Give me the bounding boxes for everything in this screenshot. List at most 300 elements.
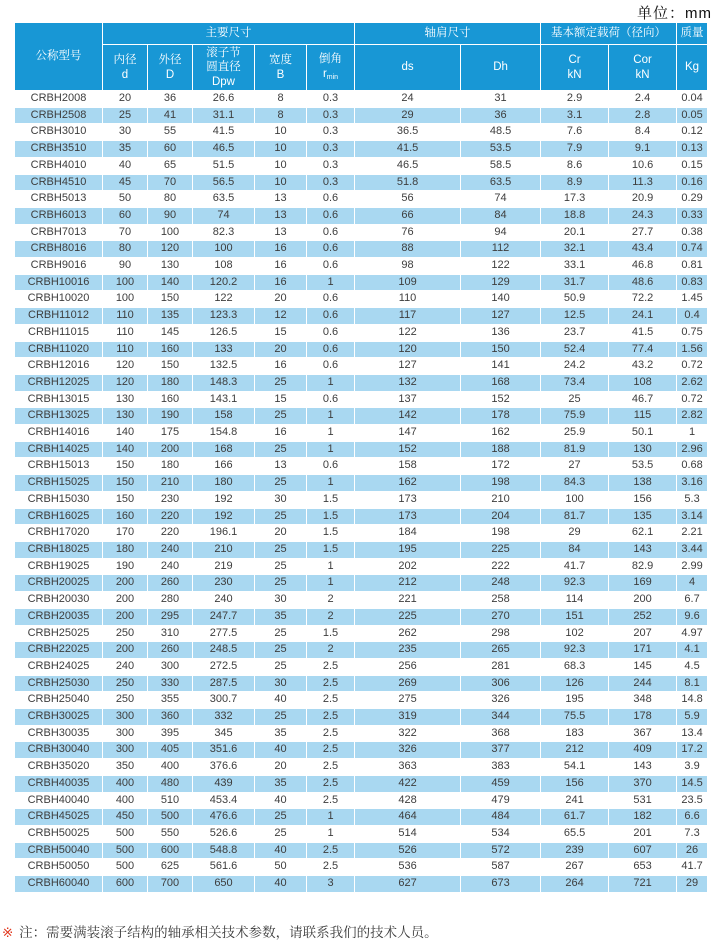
value-cell: 170 [103,525,148,542]
value-cell: 31.7 [541,274,609,291]
model-cell: CRBH20035 [15,608,103,625]
value-cell: 200 [103,575,148,592]
value-cell: 41.5 [355,141,461,158]
value-cell: 7.9 [541,141,609,158]
value-cell: 16 [255,274,307,291]
table-header [15,23,708,91]
model-cell: CRBH11012 [15,308,103,325]
value-cell: 281 [461,658,541,675]
value-cell: 277.5 [193,625,255,642]
value-cell: 0.6 [307,458,355,475]
value-cell: 210 [148,475,193,492]
table-row [15,258,708,275]
table-row [15,107,708,124]
model-cell: CRBH11020 [15,341,103,358]
value-cell: 40 [255,692,307,709]
value-cell: 126.5 [193,324,255,341]
value-cell: 75.9 [541,408,609,425]
value-cell: 35 [103,141,148,158]
table-row [15,725,708,742]
value-cell: 178 [609,709,677,726]
value-cell: 4.1 [677,642,708,659]
value-cell: 16 [255,358,307,375]
value-cell: 154.8 [193,425,255,442]
value-cell: 25 [255,709,307,726]
value-cell: 20 [255,291,307,308]
value-cell: 150 [103,491,148,508]
value-cell: 127 [461,308,541,325]
value-cell: 26 [677,842,708,859]
model-cell: CRBH15030 [15,491,103,508]
value-cell: 14.8 [677,692,708,709]
value-cell: 166 [193,458,255,475]
value-cell: 92.3 [541,642,609,659]
value-cell: 269 [355,675,461,692]
value-cell: 1 [307,441,355,458]
value-cell: 40 [255,876,307,893]
value-cell: 84 [541,541,609,558]
value-cell: 190 [103,558,148,575]
value-cell: 180 [103,541,148,558]
value-cell: 26.6 [193,91,255,108]
value-cell: 0.38 [677,224,708,241]
value-cell: 476.6 [193,809,255,826]
value-cell: 25 [255,575,307,592]
value-cell: 355 [148,692,193,709]
table-row [15,358,708,375]
table-row [15,425,708,442]
value-cell: 138 [609,475,677,492]
value-cell: 13 [255,207,307,224]
value-cell: 182 [609,809,677,826]
value-cell: 377 [461,742,541,759]
value-cell: 36 [461,107,541,124]
value-cell: 145 [609,658,677,675]
value-cell: 2.5 [307,692,355,709]
value-cell: 260 [148,575,193,592]
value-cell: 360 [148,709,193,726]
value-cell: 63.5 [193,191,255,208]
table-row [15,207,708,224]
value-cell: 2.5 [307,842,355,859]
value-cell: 400 [103,792,148,809]
value-cell: 25 [255,475,307,492]
header-group-row [15,23,708,45]
value-cell: 151 [541,608,609,625]
value-cell: 108 [193,258,255,275]
value-cell: 587 [461,859,541,876]
value-cell: 2.5 [307,859,355,876]
table-row [15,658,708,675]
model-cell: CRBH10020 [15,291,103,308]
model-cell: CRBH10016 [15,274,103,291]
value-cell: 212 [355,575,461,592]
value-cell: 0.81 [677,258,708,275]
value-cell: 439 [193,775,255,792]
value-cell: 84 [461,207,541,224]
value-cell: 112 [461,241,541,258]
value-cell: 20 [255,341,307,358]
value-cell: 534 [461,825,541,842]
value-cell: 158 [193,408,255,425]
value-cell: 94 [461,224,541,241]
value-cell: 143 [609,759,677,776]
table-row [15,458,708,475]
value-cell: 200 [103,592,148,609]
value-cell: 108 [609,374,677,391]
value-cell: 80 [103,241,148,258]
value-cell: 143.1 [193,391,255,408]
value-cell: 200 [103,608,148,625]
value-cell: 326 [461,692,541,709]
value-cell: 9.1 [609,141,677,158]
table-row [15,675,708,692]
value-cell: 2.5 [307,675,355,692]
table-row [15,876,708,893]
value-cell: 43.2 [609,358,677,375]
value-cell: 178 [461,408,541,425]
value-cell: 195 [541,692,609,709]
table-row [15,792,708,809]
value-cell: 212 [541,742,609,759]
value-cell: 2.99 [677,558,708,575]
value-cell: 198 [461,475,541,492]
model-cell: CRBH19025 [15,558,103,575]
table-row [15,374,708,391]
value-cell: 0.6 [307,191,355,208]
value-cell: 55 [148,124,193,141]
value-cell: 3.44 [677,541,708,558]
table-row [15,224,708,241]
value-cell: 0.3 [307,141,355,158]
value-cell: 2.96 [677,441,708,458]
value-cell: 310 [148,625,193,642]
value-cell: 156 [609,491,677,508]
col-header-width: 宽度 B [255,45,307,91]
value-cell: 56.5 [193,174,255,191]
col-header-outer: 外径 D [148,45,193,91]
value-cell: 1.5 [307,491,355,508]
value-cell: 252 [609,608,677,625]
table-row [15,308,708,325]
value-cell: 36 [148,91,193,108]
table-row [15,575,708,592]
table-row [15,775,708,792]
model-cell: CRBH50025 [15,825,103,842]
value-cell: 25 [255,508,307,525]
value-cell: 18.8 [541,207,609,224]
value-cell: 300 [103,709,148,726]
model-cell: CRBH60040 [15,876,103,893]
value-cell: 298 [461,625,541,642]
value-cell: 132.5 [193,358,255,375]
value-cell: 60 [103,207,148,224]
col-header-dh: Dh [461,45,541,91]
value-cell: 145 [148,324,193,341]
value-cell: 1 [307,558,355,575]
model-cell: CRBH12025 [15,374,103,391]
value-cell: 25.9 [541,425,609,442]
value-cell: 150 [461,341,541,358]
value-cell: 1 [307,408,355,425]
value-cell: 140 [461,291,541,308]
value-cell: 84.3 [541,475,609,492]
value-cell: 15 [255,391,307,408]
value-cell: 264 [541,876,609,893]
value-cell: 46.5 [193,141,255,158]
value-cell: 548.8 [193,842,255,859]
value-cell: 306 [461,675,541,692]
col-header-kg: Kg [677,45,708,91]
value-cell: 29 [677,876,708,893]
value-cell: 230 [148,491,193,508]
value-cell: 74 [193,207,255,224]
value-cell: 27.7 [609,224,677,241]
value-cell: 80 [148,191,193,208]
value-cell: 0.83 [677,274,708,291]
table-row [15,742,708,759]
value-cell: 180 [193,475,255,492]
value-cell: 500 [103,859,148,876]
value-cell: 168 [461,374,541,391]
value-cell: 126 [541,675,609,692]
value-cell: 1.56 [677,341,708,358]
value-cell: 12 [255,308,307,325]
col-header-cor: Cor kN [609,45,677,91]
table-row [15,608,708,625]
value-cell: 117 [355,308,461,325]
value-cell: 16 [255,258,307,275]
value-cell: 300 [103,742,148,759]
value-cell: 428 [355,792,461,809]
value-cell: 25 [255,441,307,458]
value-cell: 240 [148,558,193,575]
value-cell: 162 [461,425,541,442]
value-cell: 241 [541,792,609,809]
value-cell: 300 [148,658,193,675]
value-cell: 207 [609,625,677,642]
value-cell: 235 [355,642,461,659]
value-cell: 2.82 [677,408,708,425]
value-cell: 50.1 [609,425,677,442]
value-cell: 8.9 [541,174,609,191]
value-cell: 141 [461,358,541,375]
value-cell: 88 [355,241,461,258]
value-cell: 0.12 [677,124,708,141]
value-cell: 480 [148,775,193,792]
value-cell: 653 [609,859,677,876]
value-cell: 110 [103,324,148,341]
value-cell: 6.6 [677,809,708,826]
value-cell: 15 [255,324,307,341]
value-cell: 31 [461,91,541,108]
value-cell: 10.6 [609,157,677,174]
value-cell: 5.3 [677,491,708,508]
col-header-chamfer: 倒角 $r_{min}$ [307,45,355,91]
value-cell: 190 [148,408,193,425]
value-cell: 3.9 [677,759,708,776]
value-cell: 30 [103,124,148,141]
footnote [2,921,438,941]
value-cell: 120.2 [193,274,255,291]
value-cell: 13 [255,458,307,475]
value-cell: 20 [255,525,307,542]
value-cell: 607 [609,842,677,859]
value-cell: 14.5 [677,775,708,792]
value-cell: 572 [461,842,541,859]
value-cell: 625 [148,859,193,876]
value-cell: 0.6 [307,241,355,258]
value-cell: 4 [677,575,708,592]
col-header-ds: ds [355,45,461,91]
value-cell: 0.3 [307,157,355,174]
value-cell: 2.5 [307,759,355,776]
value-cell: 150 [148,358,193,375]
value-cell: 98 [355,258,461,275]
value-cell: 24.3 [609,207,677,224]
value-cell: 0.6 [307,207,355,224]
value-cell: 25 [255,809,307,826]
model-cell: CRBH7013 [15,224,103,241]
value-cell: 265 [461,642,541,659]
value-cell: 367 [609,725,677,742]
value-cell: 25 [255,625,307,642]
value-cell: 8 [255,91,307,108]
value-cell: 210 [193,541,255,558]
value-cell: 1 [307,274,355,291]
value-cell: 25 [255,558,307,575]
value-cell: 162 [355,475,461,492]
value-cell: 2.62 [677,374,708,391]
value-cell: 3.1 [541,107,609,124]
col-header-cr: Cr kN [541,45,609,91]
value-cell: 3.16 [677,475,708,492]
value-cell: 61.7 [541,809,609,826]
table-row [15,91,708,108]
model-cell: CRBH2008 [15,91,103,108]
value-cell: 6.7 [677,592,708,609]
value-cell: 168 [193,441,255,458]
value-cell: 120 [103,374,148,391]
table-row [15,558,708,575]
value-cell: 129 [461,274,541,291]
value-cell: 627 [355,876,461,893]
value-cell: 160 [148,341,193,358]
model-cell: CRBH20025 [15,575,103,592]
value-cell: 40 [255,842,307,859]
value-cell: 1 [677,425,708,442]
value-cell: 1 [307,575,355,592]
value-cell: 25 [103,107,148,124]
value-cell: 2.8 [609,107,677,124]
value-cell: 29 [355,107,461,124]
value-cell: 673 [461,876,541,893]
value-cell: 192 [193,491,255,508]
model-cell: CRBH25025 [15,625,103,642]
value-cell: 256 [355,658,461,675]
value-cell: 383 [461,759,541,776]
value-cell: 201 [609,825,677,842]
table-row [15,408,708,425]
value-cell: 195 [355,541,461,558]
value-cell: 0.72 [677,391,708,408]
value-cell: 0.6 [307,391,355,408]
model-cell: CRBH3510 [15,141,103,158]
value-cell: 8.6 [541,157,609,174]
value-cell: 122 [193,291,255,308]
value-cell: 50 [255,859,307,876]
table-row [15,809,708,826]
value-cell: 1.45 [677,291,708,308]
value-cell: 225 [355,608,461,625]
value-cell: 65 [148,157,193,174]
value-cell: 4.5 [677,658,708,675]
value-cell: 0.68 [677,458,708,475]
value-cell: 536 [355,859,461,876]
model-cell: CRBH2508 [15,107,103,124]
value-cell: 700 [148,876,193,893]
value-cell: 100 [148,224,193,241]
value-cell: 72.2 [609,291,677,308]
table-row [15,241,708,258]
value-cell: 0.04 [677,91,708,108]
table-row [15,759,708,776]
model-cell: CRBH50040 [15,842,103,859]
value-cell: 376.6 [193,759,255,776]
value-cell: 137 [355,391,461,408]
model-cell: CRBH11015 [15,324,103,341]
value-cell: 2.5 [307,709,355,726]
value-cell: 1.5 [307,525,355,542]
value-cell: 192 [193,508,255,525]
value-cell: 8.4 [609,124,677,141]
value-cell: 300 [103,725,148,742]
value-cell: 30 [255,491,307,508]
value-cell: 240 [103,658,148,675]
value-cell: 287.5 [193,675,255,692]
table-row [15,174,708,191]
value-cell: 56 [355,191,461,208]
value-cell: 183 [541,725,609,742]
group-header-shoulder-dims: 轴肩尺寸 [355,23,541,45]
value-cell: 464 [355,809,461,826]
value-cell: 29 [541,525,609,542]
value-cell: 409 [609,742,677,759]
value-cell: 0.74 [677,241,708,258]
value-cell: 220 [148,508,193,525]
col-header-model: 公称型号 [15,23,103,91]
value-cell: 295 [148,608,193,625]
footnote-text: 注：需要满装滚子结构的轴承相关技术参数，请联系我们的技术人员。 [19,925,438,940]
value-cell: 120 [103,358,148,375]
value-cell: 77.4 [609,341,677,358]
value-cell: 11.3 [609,174,677,191]
model-cell: CRBH8016 [15,241,103,258]
value-cell: 9.6 [677,608,708,625]
value-cell: 171 [609,642,677,659]
value-cell: 450 [103,809,148,826]
value-cell: 721 [609,876,677,893]
value-cell: 0.33 [677,207,708,224]
value-cell: 127 [355,358,461,375]
value-cell: 62.1 [609,525,677,542]
value-cell: 2 [307,592,355,609]
value-cell: 526.6 [193,825,255,842]
value-cell: 267 [541,859,609,876]
value-cell: 4.97 [677,625,708,642]
value-cell: 272.5 [193,658,255,675]
value-cell: 184 [355,525,461,542]
